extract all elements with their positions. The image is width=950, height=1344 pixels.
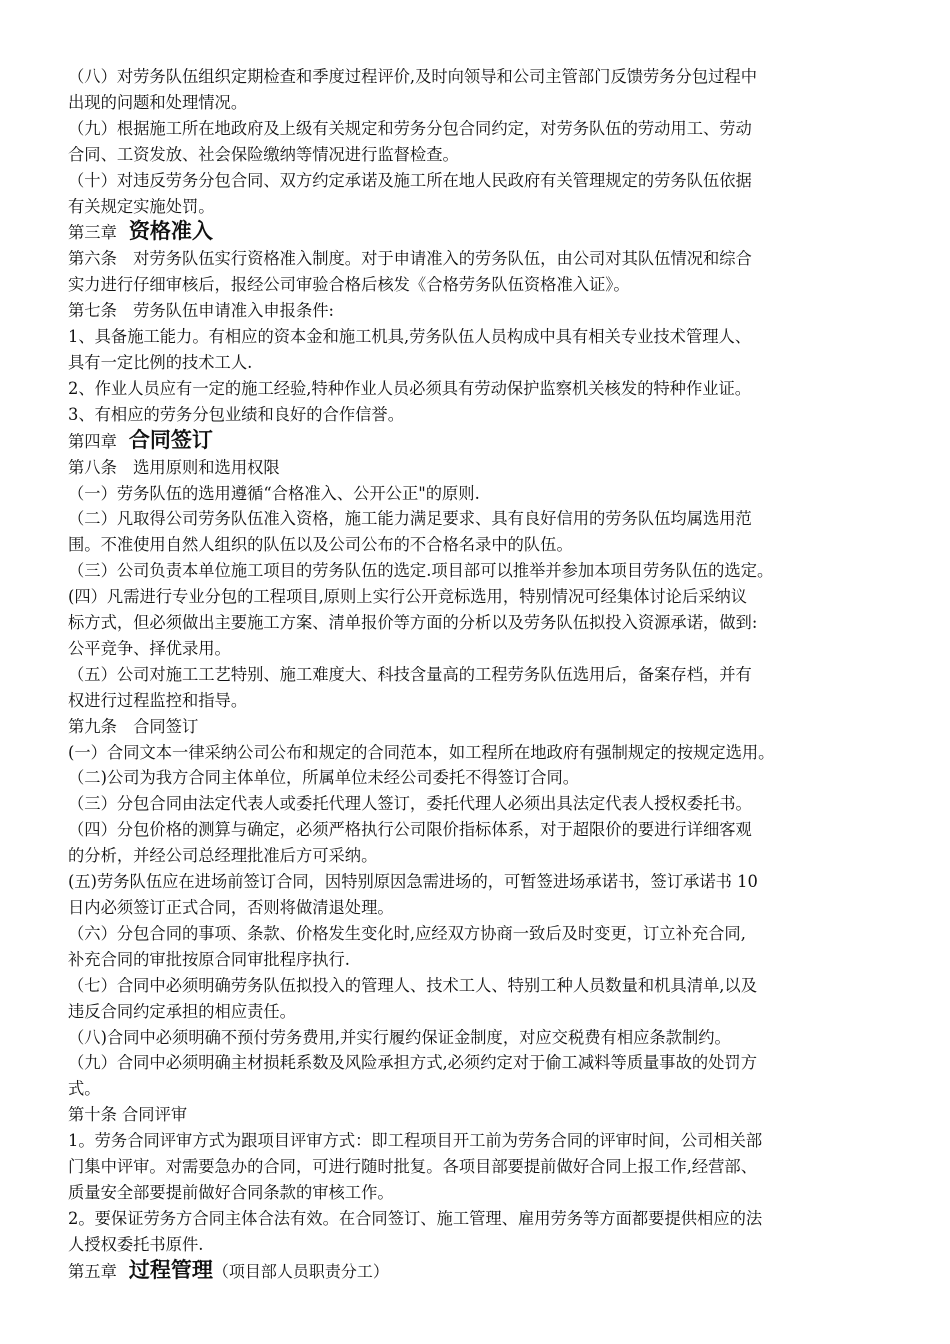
text-line: 有关规定实施处罚。 bbox=[68, 196, 215, 216]
text-line: （四）分包价格的测算与确定，必须严格执行公司限价指标体系，对于超限价的要进行详细客观 bbox=[68, 820, 752, 840]
text-line: （五）公司对施工工艺特别、施工难度大、科技含量高的工程劳务队伍选用后，备案存档，并有 bbox=[68, 664, 752, 684]
paragraph bbox=[68, 324, 894, 376]
paragraph bbox=[68, 116, 894, 168]
text-line: （二）凡取得公司劳务队伍准入资格，施工能力满足要求、具有良好信用的劳务队伍均属选用范 bbox=[68, 509, 752, 529]
paragraph bbox=[68, 402, 894, 428]
paragraph bbox=[68, 765, 894, 791]
chapter-title: 合同签订 bbox=[128, 427, 213, 452]
chapter-note: （项目部人员职责分工） bbox=[212, 1261, 389, 1281]
text-line: (五)劳务队伍应在进场前签订合同，因特别原因急需进场的，可暂签进场承诺书，签订承诺书 10 bbox=[68, 872, 758, 892]
text-line: 质量安全部要提前做好合同条款的审核工作。 bbox=[68, 1182, 394, 1202]
chapter-title: 资格准入 bbox=[128, 219, 213, 244]
paragraph bbox=[68, 455, 894, 481]
text-line: （二)公司为我方合同主体单位，所属单位未经公司委托不得签订合同。 bbox=[68, 768, 580, 788]
text-line: 权进行过程监控和指导。 bbox=[68, 690, 248, 710]
text-line: （七）合同中必须明确劳务队伍拟投入的管理人、技术工人、特别工种人员数量和机具清单,以及 bbox=[68, 975, 757, 995]
text-line: 3、有相应的劳务分包业绩和良好的合作信誉。 bbox=[68, 404, 404, 424]
text-line: （一）劳务队伍的选用遵循“合格准入、公开公正"的原则. bbox=[68, 483, 480, 503]
text-line: 日内必须签订正式合同，否则将做清退处理。 bbox=[68, 898, 394, 917]
text-line: 2。要保证劳务方合同主体合法有效。在合同签订、施工管理、雇用劳务等方面都要提供相应的法 bbox=[68, 1208, 763, 1228]
chapter-title: 过程管理 bbox=[128, 1257, 213, 1282]
text-line: 第十条 合同评审 bbox=[68, 1105, 188, 1125]
text-line: (一）合同文本一律采纳公司公布和规定的合同范本，如工程所在地政府有强制规定的按规定选用。 bbox=[68, 742, 775, 762]
paragraph bbox=[68, 481, 894, 507]
paragraph bbox=[68, 584, 894, 662]
paragraph bbox=[68, 64, 894, 116]
paragraph bbox=[68, 558, 894, 584]
paragraph bbox=[68, 662, 894, 714]
text-line: 实力进行仔细审核后，报经公司审验合格后核发《合格劳务队伍资格准入证》。 bbox=[68, 275, 630, 295]
text-line: （八）对劳务队伍组织定期检查和季度过程评价,及时向领导和公司主管部门反馈劳务分包过程中 bbox=[68, 67, 757, 86]
text-line: 第九条 合同签订 bbox=[68, 716, 199, 736]
chapter-label: 第三章 bbox=[68, 223, 117, 243]
text-line: 1、具备施工能力。有相应的资本金和施工机具,劳务队伍人员构成中具有相关专业技术管理人、 bbox=[68, 327, 752, 347]
paragraph bbox=[68, 168, 894, 220]
text-line: 1。劳务合同评审方式为跟项目评审方式：即工程项目开工前为劳务合同的评审时间，公司相关部 bbox=[68, 1131, 763, 1151]
text-line: 式。 bbox=[68, 1079, 101, 1099]
paragraph bbox=[68, 376, 894, 402]
chapter-heading bbox=[68, 1258, 894, 1285]
text-line: （三）公司负责本单位施工项目的劳务队伍的选定.项目部可以推举并参加本项目劳务队伍的选定。 bbox=[68, 561, 774, 581]
chapter-heading bbox=[68, 219, 894, 246]
paragraph bbox=[68, 1128, 894, 1206]
paragraph bbox=[68, 740, 894, 766]
text-line: （八)合同中必须明确不预付劳务费用,并实行履约保证金制度，对应交税费有相应条款制约。 bbox=[68, 1027, 731, 1047]
paragraph bbox=[68, 921, 894, 973]
paragraph bbox=[68, 506, 894, 558]
document-body bbox=[68, 64, 894, 1285]
text-line: （三）分包合同由法定代表人或委托代理人签订，委托代理人必须出具法定代表人授权委托书。 bbox=[68, 794, 752, 814]
paragraph bbox=[68, 791, 894, 817]
text-line: 人授权委托书原件. bbox=[68, 1234, 204, 1254]
text-line: 公平竞争、择优录用。 bbox=[68, 638, 231, 658]
text-line: 第六条 对劳务队伍实行资格准入制度。对于申请准入的劳务队伍，由公司对其队伍情况和综合 bbox=[68, 249, 752, 269]
paragraph bbox=[68, 298, 894, 324]
text-line: 围。不准使用自然人组织的队伍以及公司公布的不合格名录中的队伍。 bbox=[68, 535, 573, 555]
text-line: 的分析，并经公司总经理批准后方可采纳。 bbox=[68, 846, 378, 866]
paragraph bbox=[68, 973, 894, 1025]
text-line: 第八条 选用原则和选用权限 bbox=[68, 457, 280, 477]
paragraph bbox=[68, 817, 894, 869]
text-line: 标方式，但必须做出主要施工方案、清单报价等方面的分析以及劳务队伍拟投入资源承诺，做到: bbox=[68, 613, 758, 633]
text-line: 具有一定比例的技术工人. bbox=[68, 352, 253, 372]
text-line: 违反合同约定承担的相应责任。 bbox=[68, 1001, 296, 1021]
chapter-heading bbox=[68, 428, 894, 455]
chapter-label: 第五章 bbox=[68, 1261, 117, 1281]
text-line: 门集中评审。对需要急办的合同，可进行随时批复。各项目部要提前做好合同上报工作,经营部、 bbox=[68, 1157, 757, 1177]
paragraph bbox=[68, 1206, 894, 1258]
text-line: 出现的问题和处理情况。 bbox=[68, 92, 248, 112]
paragraph bbox=[68, 1050, 894, 1102]
text-line: 第七条 劳务队伍申请准入申报条件: bbox=[68, 301, 334, 321]
paragraph bbox=[68, 714, 894, 740]
text-line: （九）根据施工所在地政府及上级有关规定和劳务分包合同约定，对劳务队伍的劳动用工、劳动 bbox=[68, 118, 752, 138]
text-line: 合同、工资发放、社会保险缴纳等情况进行监督检查。 bbox=[68, 144, 459, 164]
text-line: 补充合同的审批按原合同审批程序执行. bbox=[68, 949, 350, 969]
paragraph bbox=[68, 1102, 894, 1128]
paragraph bbox=[68, 246, 894, 298]
chapter-label: 第四章 bbox=[68, 431, 117, 451]
text-line: （六）分包合同的事项、条款、价格发生变化时,应经双方协商一致后及时变更，订立补充合同, bbox=[68, 923, 746, 943]
text-line: （九）合同中必须明确主材损耗系数及风险承担方式,必须约定对于偷工减料等质量事故的处罚方 bbox=[68, 1053, 757, 1073]
text-line: （十）对违反劳务分包合同、双方约定承诺及施工所在地人民政府有关管理规定的劳务队伍依据 bbox=[68, 170, 752, 190]
text-line: (四）凡需进行专业分包的工程项目,原则上实行公开竞标选用，特别情况可经集体讨论后采纳议 bbox=[68, 587, 748, 607]
paragraph bbox=[68, 1025, 894, 1051]
paragraph bbox=[68, 869, 894, 921]
text-line: 2、作业人员应有一定的施工经验,特种作业人员必须具有劳动保护监察机关核发的特种作业证。 bbox=[68, 378, 752, 398]
